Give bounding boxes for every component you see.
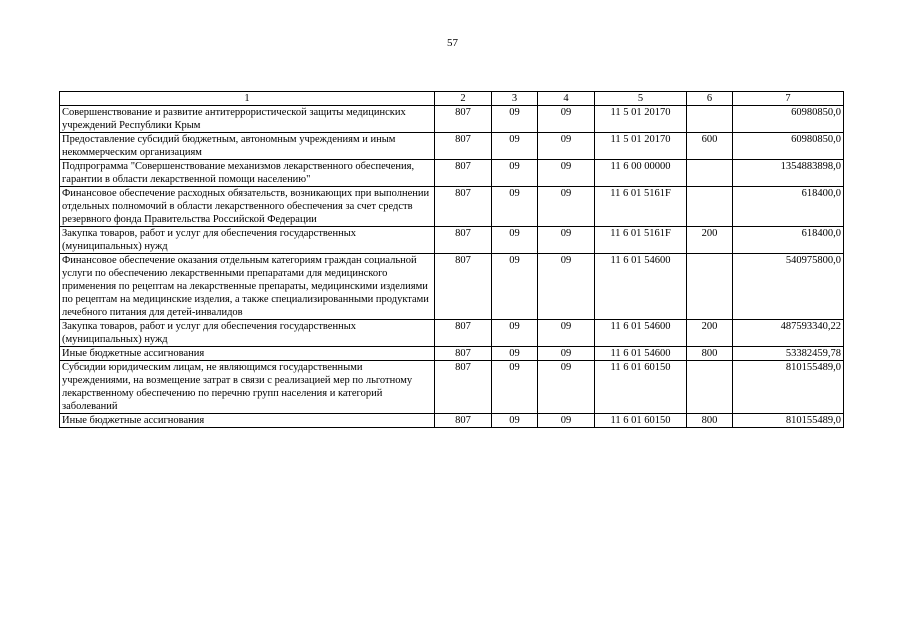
amount-cell: 618400,0 [733, 187, 844, 227]
expense-type-cell [687, 106, 733, 133]
expense-type-cell: 800 [687, 347, 733, 361]
header-row [60, 92, 844, 106]
table-row [60, 160, 844, 187]
section-cell: 09 [492, 227, 538, 254]
expense-type-cell: 800 [687, 414, 733, 428]
table-row [60, 347, 844, 361]
amount-cell: 540975800,0 [733, 254, 844, 320]
section-cell: 09 [492, 361, 538, 414]
table-row [60, 320, 844, 347]
subsection-cell: 09 [538, 227, 595, 254]
expense-type-cell [687, 254, 733, 320]
amount-cell: 810155489,0 [733, 361, 844, 414]
row-name-cell: Закупка товаров, работ и услуг для обеспечения государственных (муниципальных) нужд [60, 227, 435, 254]
row-name-cell: Совершенствование и развитие антитеррористической защиты медицинских учреждений Республики Крым [60, 106, 435, 133]
table-row [60, 254, 844, 320]
target-article-cell: 11 6 01 60150 [595, 361, 687, 414]
subsection-cell: 09 [538, 320, 595, 347]
row-name-cell: Финансовое обеспечение оказания отдельным категориям граждан социальной услуги по обеспечению лекарственными препаратами для медицинского применения по рецептам на лекарственные препараты, медицинскими изделиями по рецептам на медицинские изделия, а также специализированными продуктами лечебного питания для детей-инвалидов [60, 254, 435, 320]
section-cell: 09 [492, 254, 538, 320]
ved-code-cell: 807 [435, 347, 492, 361]
table-row [60, 187, 844, 227]
amount-cell: 60980850,0 [733, 133, 844, 160]
row-name-cell: Подпрограмма "Совершенствование механизмов лекарственного обеспечения, гарантии в области лекарственной помощи населению" [60, 160, 435, 187]
table-row [60, 227, 844, 254]
expense-type-cell: 200 [687, 227, 733, 254]
table-row [60, 414, 844, 428]
column-header-1: 1 [60, 92, 435, 106]
column-header-3: 3 [492, 92, 538, 106]
amount-cell: 53382459,78 [733, 347, 844, 361]
ved-code-cell: 807 [435, 106, 492, 133]
column-header-6: 6 [687, 92, 733, 106]
section-cell: 09 [492, 187, 538, 227]
expense-type-cell [687, 160, 733, 187]
ved-code-cell: 807 [435, 414, 492, 428]
target-article-cell: 11 6 00 00000 [595, 160, 687, 187]
subsection-cell: 09 [538, 361, 595, 414]
table-row [60, 361, 844, 414]
table-row [60, 106, 844, 133]
expense-type-cell [687, 361, 733, 414]
ved-code-cell: 807 [435, 254, 492, 320]
amount-cell: 1354883898,0 [733, 160, 844, 187]
target-article-cell: 11 6 01 60150 [595, 414, 687, 428]
section-cell: 09 [492, 347, 538, 361]
ved-code-cell: 807 [435, 187, 492, 227]
amount-cell: 810155489,0 [733, 414, 844, 428]
row-name-cell: Закупка товаров, работ и услуг для обеспечения государственных (муниципальных) нужд [60, 320, 435, 347]
subsection-cell: 09 [538, 254, 595, 320]
target-article-cell: 11 5 01 20170 [595, 133, 687, 160]
amount-cell: 487593340,22 [733, 320, 844, 347]
section-cell: 09 [492, 133, 538, 160]
amount-cell: 618400,0 [733, 227, 844, 254]
section-cell: 09 [492, 160, 538, 187]
target-article-cell: 11 5 01 20170 [595, 106, 687, 133]
subsection-cell: 09 [538, 106, 595, 133]
row-name-cell: Финансовое обеспечение расходных обязательств, возникающих при выполнении отдельных полномочий в области лекарственного обеспечения за счет средств резервного фонда Правительства Российской Федерации [60, 187, 435, 227]
ved-code-cell: 807 [435, 227, 492, 254]
section-cell: 09 [492, 106, 538, 133]
target-article-cell: 11 6 01 5161F [595, 187, 687, 227]
table-header [60, 92, 844, 106]
ved-code-cell: 807 [435, 160, 492, 187]
expense-type-cell: 200 [687, 320, 733, 347]
section-cell: 09 [492, 414, 538, 428]
amount-cell: 60980850,0 [733, 106, 844, 133]
table-body [60, 106, 844, 428]
column-header-4: 4 [538, 92, 595, 106]
budget-table [59, 91, 844, 428]
row-name-cell: Предоставление субсидий бюджетным, автономным учреждениям и иным некоммерческим организациям [60, 133, 435, 160]
ved-code-cell: 807 [435, 361, 492, 414]
subsection-cell: 09 [538, 160, 595, 187]
page-number: 57 [447, 37, 458, 49]
column-header-2: 2 [435, 92, 492, 106]
target-article-cell: 11 6 01 54600 [595, 320, 687, 347]
row-name-cell: Иные бюджетные ассигнования [60, 347, 435, 361]
expense-type-cell [687, 187, 733, 227]
target-article-cell: 11 6 01 5161F [595, 227, 687, 254]
table-row [60, 133, 844, 160]
subsection-cell: 09 [538, 347, 595, 361]
ved-code-cell: 807 [435, 133, 492, 160]
expense-type-cell: 600 [687, 133, 733, 160]
column-header-5: 5 [595, 92, 687, 106]
section-cell: 09 [492, 320, 538, 347]
subsection-cell: 09 [538, 414, 595, 428]
row-name-cell: Иные бюджетные ассигнования [60, 414, 435, 428]
target-article-cell: 11 6 01 54600 [595, 254, 687, 320]
subsection-cell: 09 [538, 133, 595, 160]
row-name-cell: Субсидии юридическим лицам, не являющимся государственными учреждениями, на возмещение затрат в связи с реализацией мер по льготному лекарственному обеспечению по перечню групп населения и категорий заболеваний [60, 361, 435, 414]
subsection-cell: 09 [538, 187, 595, 227]
target-article-cell: 11 6 01 54600 [595, 347, 687, 361]
column-header-7: 7 [733, 92, 844, 106]
ved-code-cell: 807 [435, 320, 492, 347]
